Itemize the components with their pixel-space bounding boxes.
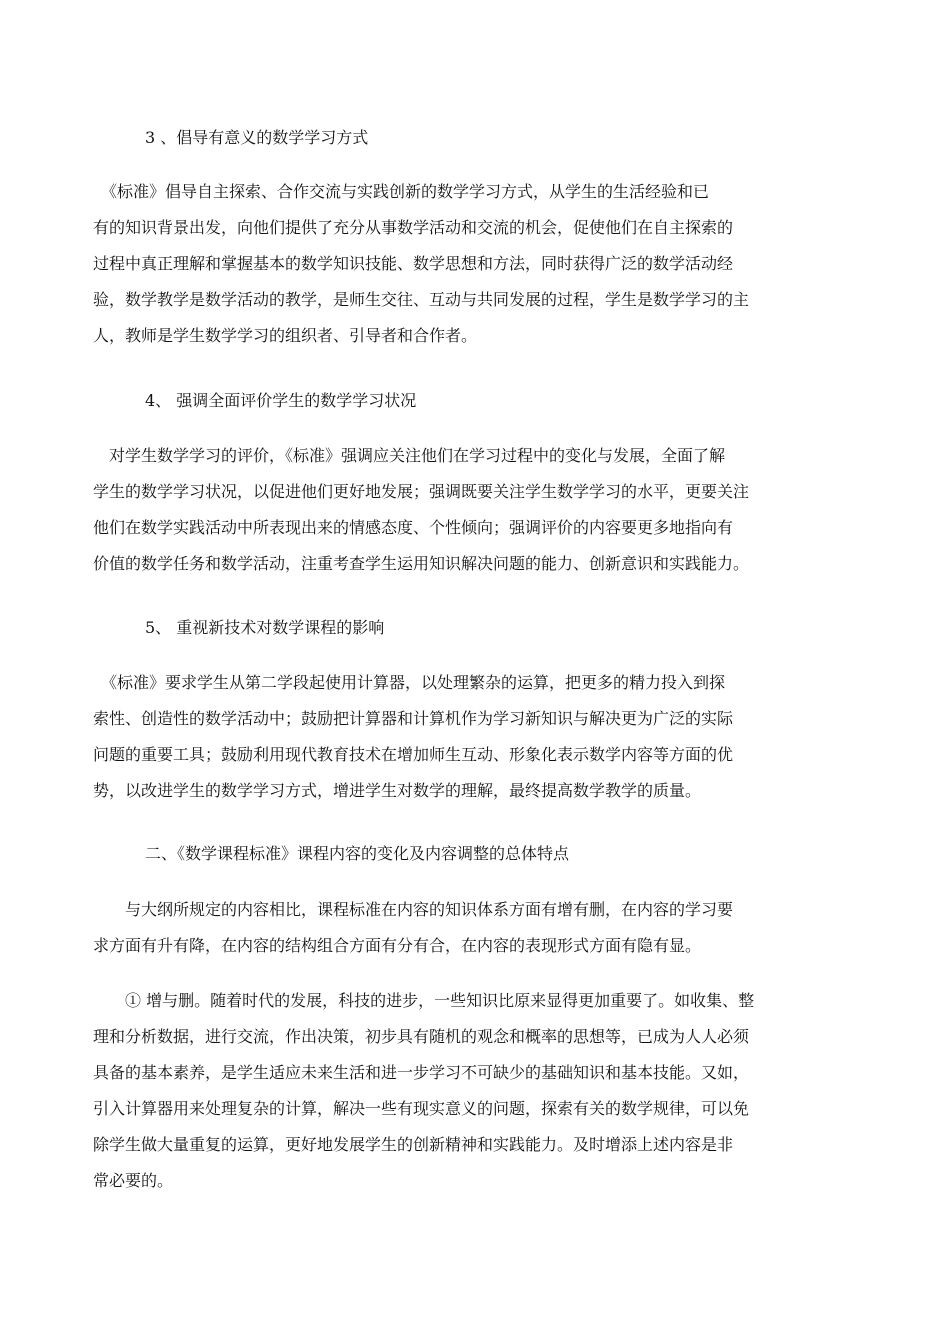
paragraph-line: 学生的数学学习状况，以促进他们更好地发展；强调既要关注学生数学学习的水平，更要关注 [93,482,750,501]
paragraph-line: 具备的基本素养，是学生适应未来生活和进一步学习不可缺少的基础知识和基本技能。又如， [93,1063,750,1082]
paragraph-line: 问题的重要工具；鼓励利用现代教育技术在增加师生互动、形象化表示数学内容等方面的优 [93,745,734,764]
section-4-heading: 4、 强调全面评价学生的数学学习状况 [145,391,417,410]
paragraph-line: 验，数学教学是数学活动的教学，是师生交往、互动与共同发展的过程，学生是数学学习的主 [93,290,750,309]
section-3-paragraph [93,174,858,354]
paragraph-line: 对学生数学学习的评价，《标准》强调应关注他们在学习过程中的变化与发展，全面了解 [93,446,726,465]
paragraph-line: 势，以改进学生的数学学习方式，增进学生对数学的理解，最终提高数学教学的质量。 [93,781,702,800]
section-two-intro-paragraph [93,892,858,964]
section-4-paragraph [93,438,858,582]
paragraph-line: 除学生做大量重复的运算，更好地发展学生的创新精神和实践能力。及时增添上述内容是非 [93,1135,734,1154]
paragraph-line: 与大纲所规定的内容相比，课程标准在内容的知识体系方面有增有删，在内容的学习要 [93,900,734,919]
section-two-heading: 二、《数学课程标准》课程内容的变化及内容调整的总体特点 [145,844,570,863]
paragraph-line: ① 增与删。随着时代的发展，科技的进步，一些知识比原来显得更加重要了。如收集、整 [93,991,755,1010]
paragraph-line: 有的知识背景出发，向他们提供了充分从事数学活动和交流的机会，促使他们在自主探索的 [93,218,734,237]
paragraph-line: 他们在数学实践活动中所表现出来的情感态度、个性倾向；强调评价的内容要更多地指向有 [93,518,734,537]
item-1-paragraph [93,983,858,1199]
paragraph-line: 《标准》倡导自主探索、合作交流与实践创新的数学学习方式，从学生的生活经验和已 [93,182,710,201]
paragraph-line: 理和分析数据，进行交流，作出决策，初步具有随机的观念和概率的思想等，已成为人人必须 [93,1027,750,1046]
paragraph-line: 引入计算器用来处理复杂的计算，解决一些有现实意义的问题，探索有关的数学规律，可以免 [93,1099,750,1118]
paragraph-line: 索性、创造性的数学活动中；鼓励把计算器和计算机作为学习新知识与解决更为广泛的实际 [93,709,734,728]
paragraph-line: 价值的数学任务和数学活动，注重考查学生运用知识解决问题的能力、创新意识和实践能力。 [93,554,750,573]
paragraph-line: 《标准》要求学生从第二学段起使用计算器，以处理繁杂的运算，把更多的精力投入到探 [93,673,726,692]
section-5-heading: 5、 重视新技术对数学课程的影响 [145,618,385,637]
paragraph-line: 常必要的。 [93,1171,174,1190]
section-3-heading: 3 、倡导有意义的数学学习方式 [145,128,369,147]
paragraph-line: 人，教师是学生数学学习的组织者、引导者和合作者。 [93,326,478,345]
paragraph-line: 过程中真正理解和掌握基本的数学知识技能、数学思想和方法，同时获得广泛的数学活动经 [93,254,734,273]
section-5-paragraph [93,665,858,809]
paragraph-line: 求方面有升有降，在内容的结构组合方面有分有合，在内容的表现形式方面有隐有显。 [93,936,702,955]
